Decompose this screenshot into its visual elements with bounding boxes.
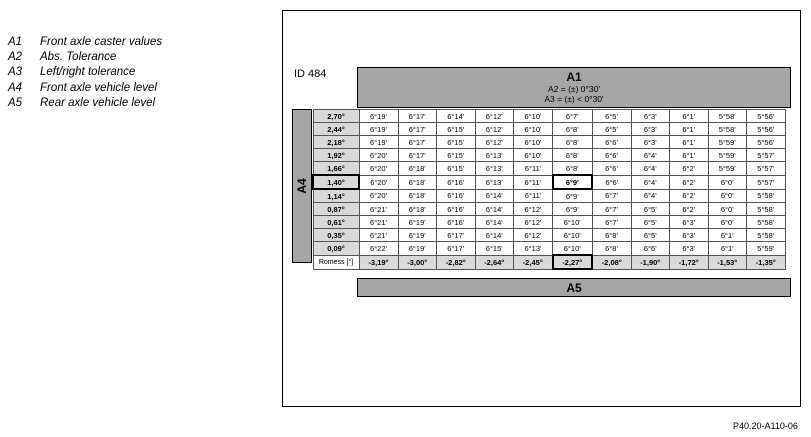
caster-value-cell: 5°59' (708, 149, 747, 162)
caster-value-cell: 6°17' (398, 123, 437, 136)
caster-value-cell: 6°0' (708, 175, 747, 189)
id-label: ID 484 (294, 68, 327, 80)
caster-table (312, 109, 786, 270)
table-row (313, 229, 785, 242)
caster-value-cell: 6°17' (398, 136, 437, 149)
caster-value-cell: 6°15' (475, 242, 514, 256)
caster-value-cell: 6°3' (631, 136, 670, 149)
caster-value-cell: 6°20' (359, 189, 398, 203)
front-level-cell: 2,18° (313, 136, 359, 149)
rear-level-cell: -2,45° (514, 255, 553, 269)
caster-value-cell: 6°4' (631, 162, 670, 176)
caster-value-cell: 6°1' (708, 242, 747, 256)
caster-value-cell: 6°5' (592, 110, 631, 123)
caster-value-cell: 5°58' (708, 123, 747, 136)
caster-value-cell: 6°22' (359, 242, 398, 256)
caster-value-cell: 6°6' (631, 242, 670, 256)
legend-code: A5 (8, 96, 23, 109)
caster-value-cell: 6°13' (475, 175, 514, 189)
caster-value-cell: 6°3' (631, 110, 670, 123)
legend-description: Front axle vehicle level (40, 81, 157, 94)
caster-value-cell: 6°5' (631, 216, 670, 229)
caster-value-cell: 6°6' (592, 162, 631, 176)
caster-value-cell: 5°58' (747, 189, 786, 203)
caster-value-cell: 6°10' (514, 149, 553, 162)
rear-level-cell: -2,64° (475, 255, 514, 269)
caster-value-cell: 6°15' (437, 149, 476, 162)
caster-value-cell: 6°9' (553, 189, 593, 203)
caster-value-cell: 6°7' (592, 189, 631, 203)
legend-description: Front axle caster values (40, 36, 163, 48)
caster-value-cell: 6°8' (553, 136, 593, 149)
rear-level-cell: -1,53° (708, 255, 747, 269)
caster-value-cell: 6°15' (437, 123, 476, 136)
caster-value-cell: 6°3' (631, 123, 670, 136)
rear-level-cell: -2,27° (553, 255, 593, 269)
caster-value-cell: 6°10' (553, 216, 593, 229)
caster-value-cell: 6°12' (475, 136, 514, 149)
caster-value-cell: 6°16' (437, 203, 476, 216)
caster-value-cell: 6°6' (592, 136, 631, 149)
caster-value-cell: 6°9' (553, 175, 593, 189)
caster-value-cell: 6°3' (670, 229, 709, 242)
table-row (313, 149, 785, 162)
caster-value-cell: 6°12' (514, 203, 553, 216)
caster-value-cell: 6°19' (398, 216, 437, 229)
caster-value-cell: 6°0' (708, 189, 747, 203)
legend-code: A2 (8, 51, 23, 64)
rear-level-row (313, 255, 785, 269)
caster-value-cell: 6°1' (670, 149, 709, 162)
caster-value-cell: 6°1' (670, 123, 709, 136)
caster-value-cell: 6°5' (592, 123, 631, 136)
reference-code: P40.20-A110-06 (733, 421, 798, 431)
rear-level-cell: -1,72° (670, 255, 709, 269)
rear-level-cell: -1,35° (747, 255, 786, 269)
legend-description: Left/right tolerance (40, 66, 136, 79)
legend-description: Rear axle vehicle level (40, 96, 156, 109)
front-level-cell: 0,35° (313, 229, 359, 242)
caster-value-cell: 6°8' (592, 229, 631, 242)
caster-value-cell: 6°10' (553, 242, 593, 256)
caster-value-cell: 6°3' (670, 242, 709, 256)
caster-value-cell: 6°12' (475, 110, 514, 123)
front-level-cell: 0,87° (313, 203, 359, 216)
caster-value-cell: 6°13' (475, 149, 514, 162)
caster-value-cell: 6°2' (670, 175, 709, 189)
caster-value-cell: 6°21' (359, 216, 398, 229)
caster-value-cell: 6°4' (631, 189, 670, 203)
caster-value-cell: 6°18' (398, 203, 437, 216)
caster-value-cell: 5°58' (708, 110, 747, 123)
caster-value-cell: 6°7' (592, 203, 631, 216)
table-row (313, 110, 785, 123)
front-level-cell: 0,09° (313, 242, 359, 256)
caster-value-cell: 6°11' (514, 162, 553, 176)
caster-value-cell: 6°1' (670, 110, 709, 123)
caster-value-cell: 6°21' (359, 203, 398, 216)
rear-level-cell: -3,00° (398, 255, 437, 269)
caster-value-cell: 6°16' (437, 216, 476, 229)
caster-value-cell: 6°17' (398, 110, 437, 123)
caster-value-cell: 6°20' (359, 149, 398, 162)
table-row (313, 123, 785, 136)
caster-value-cell: 5°57' (747, 149, 786, 162)
table-row (313, 162, 785, 176)
caster-value-cell: 6°2' (670, 203, 709, 216)
caster-value-cell: 6°19' (359, 123, 398, 136)
caster-value-cell: 6°10' (514, 110, 553, 123)
table-row (313, 242, 785, 256)
caster-value-cell: 6°14' (475, 229, 514, 242)
caster-value-cell: 5°59' (708, 162, 747, 176)
caster-value-cell: 5°58' (747, 216, 786, 229)
table-row (313, 216, 785, 229)
legend-code: A3 (8, 66, 23, 79)
caster-value-cell: 6°7' (592, 216, 631, 229)
caster-value-cell: 5°58' (747, 203, 786, 216)
romess-label: Romess [°] (313, 255, 359, 269)
caster-value-cell: 5°56' (747, 110, 786, 123)
caster-value-cell: 6°14' (475, 216, 514, 229)
caster-value-cell: 6°15' (437, 136, 476, 149)
front-level-cell: 0,61° (313, 216, 359, 229)
caster-value-cell: 5°57' (747, 162, 786, 176)
front-level-cell: 1,40° (313, 175, 359, 189)
caster-value-cell: 6°17' (437, 229, 476, 242)
caster-value-cell: 6°4' (631, 175, 670, 189)
caster-value-cell: 6°10' (514, 136, 553, 149)
caster-value-cell: 5°57' (747, 175, 786, 189)
caster-value-cell: 6°11' (514, 189, 553, 203)
caster-value-cell: 6°19' (359, 136, 398, 149)
front-level-cell: 1,92° (313, 149, 359, 162)
caster-value-cell: 5°58' (747, 229, 786, 242)
caster-value-cell: 6°5' (631, 229, 670, 242)
caster-value-cell: 6°15' (437, 162, 476, 176)
caster-value-cell: 6°14' (475, 189, 514, 203)
caster-value-cell: 6°14' (437, 110, 476, 123)
table-row (313, 136, 785, 149)
a3-tolerance: A3 = (±) < 0°30' (544, 94, 604, 104)
caster-value-cell: 6°11' (514, 175, 553, 189)
legend-code: A4 (8, 81, 23, 94)
caster-value-cell: 6°1' (670, 136, 709, 149)
front-level-cell: 1,66° (313, 162, 359, 176)
caster-value-cell: 6°18' (398, 189, 437, 203)
table-row (313, 203, 785, 216)
caster-value-cell: 6°5' (631, 203, 670, 216)
caster-value-cell: 5°56' (747, 123, 786, 136)
caster-value-cell: 6°12' (514, 216, 553, 229)
front-level-cell: 2,44° (313, 123, 359, 136)
caster-value-cell: 6°4' (631, 149, 670, 162)
caster-value-cell: 6°0' (708, 216, 747, 229)
caster-value-cell: 6°13' (475, 162, 514, 176)
caster-value-cell: 6°19' (398, 229, 437, 242)
caster-value-cell: 6°8' (553, 149, 593, 162)
caster-value-cell: 6°16' (437, 189, 476, 203)
caster-value-cell: 6°3' (670, 216, 709, 229)
caster-value-cell: 6°20' (359, 175, 398, 189)
caster-value-cell: 6°6' (592, 149, 631, 162)
table-row (313, 175, 785, 189)
caster-value-cell: 5°56' (747, 136, 786, 149)
caster-value-cell: 6°10' (553, 229, 593, 242)
rear-level-cell: -1,90° (631, 255, 670, 269)
caster-value-cell: 6°17' (437, 242, 476, 256)
caster-value-cell: 6°10' (514, 123, 553, 136)
caster-value-cell: 6°19' (398, 242, 437, 256)
rear-level-cell: -2,08° (592, 255, 631, 269)
legend-description: Abs. Tolerance (40, 51, 117, 64)
caster-value-cell: 6°0' (708, 203, 747, 216)
caster-value-cell: 6°12' (475, 123, 514, 136)
caster-value-cell: 6°7' (553, 110, 593, 123)
caster-value-cell: 6°18' (398, 162, 437, 176)
caster-value-cell: 6°2' (670, 162, 709, 176)
caster-value-cell: 6°6' (592, 175, 631, 189)
caster-value-cell: 6°20' (359, 162, 398, 176)
caster-value-cell: 6°12' (514, 229, 553, 242)
caster-value-cell: 6°1' (708, 229, 747, 242)
caster-value-cell: 6°8' (553, 123, 593, 136)
caster-value-cell: 6°8' (592, 242, 631, 256)
caster-value-cell: 6°13' (514, 242, 553, 256)
caster-value-cell: 6°2' (670, 189, 709, 203)
rear-level-cell: -2,82° (437, 255, 476, 269)
caster-value-cell: 6°21' (359, 229, 398, 242)
caster-value-cell: 6°18' (398, 175, 437, 189)
caster-value-cell: 5°59' (708, 136, 747, 149)
legend-code: A1 (8, 36, 23, 48)
caster-value-cell: 6°17' (398, 149, 437, 162)
caster-value-cell: 6°19' (359, 110, 398, 123)
a4-side-bar (292, 109, 312, 263)
a1-header (357, 67, 791, 108)
a5-footer-bar: A5 (357, 278, 791, 297)
front-level-cell: 2,70° (313, 110, 359, 123)
caster-value-cell: 6°8' (553, 162, 593, 176)
a2-tolerance: A2 = (±) 0°30' (548, 84, 600, 94)
a1-title: A1 (566, 70, 582, 84)
caster-value-cell: 6°16' (437, 175, 476, 189)
caster-value-cell: 6°14' (475, 203, 514, 216)
front-level-cell: 1,14° (313, 189, 359, 203)
table-row (313, 189, 785, 203)
a4-label: A4 (295, 178, 309, 194)
rear-level-cell: -3,19° (359, 255, 398, 269)
caster-value-cell: 5°59' (747, 242, 786, 256)
caster-value-cell: 6°9' (553, 203, 593, 216)
